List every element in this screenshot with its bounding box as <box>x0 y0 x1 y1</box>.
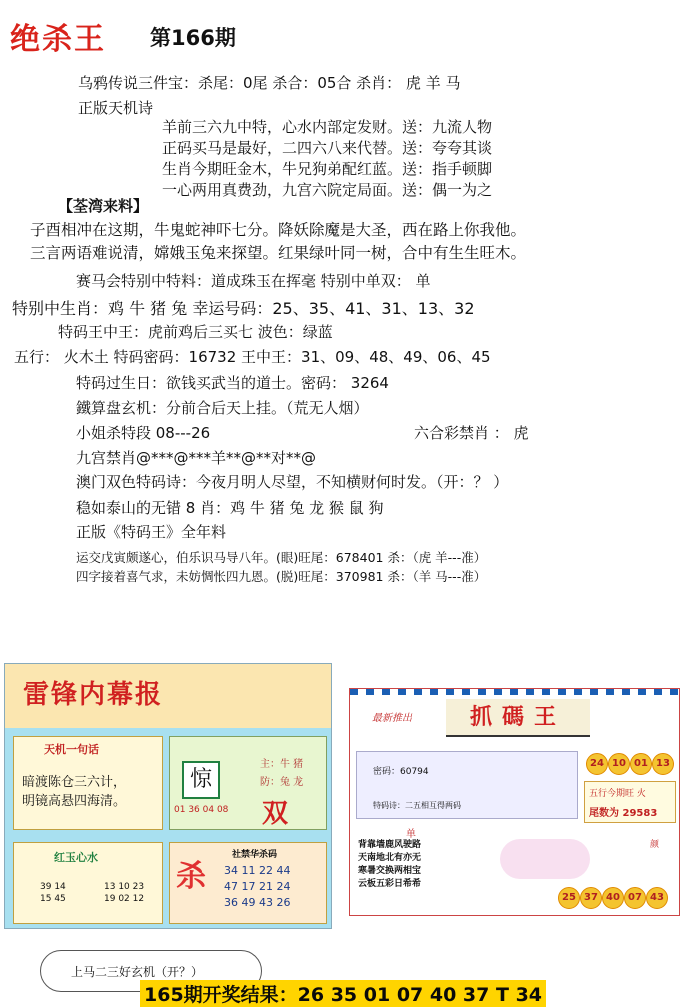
line-birthday: 特码过生日：欲钱买武当的道士。密码： 3264 <box>76 374 389 392</box>
ball-top: 01 <box>630 753 652 775</box>
line-poem-heading: 正版天机诗 <box>78 99 154 117</box>
source-label: 【荃湾来料】 <box>58 197 149 215</box>
ball-bottom: 40 <box>602 887 624 909</box>
zhu-text: 主：牛 猪 <box>260 759 304 770</box>
poem-block <box>162 117 492 201</box>
board-line: 47 17 21 24 <box>224 880 291 893</box>
sky-box <box>13 736 163 830</box>
right-poem <box>358 839 448 891</box>
sky-label: 天机一句话 <box>44 743 99 756</box>
ball-top: 13 <box>652 753 674 775</box>
tail-line: 尾数为 29583 <box>589 808 658 819</box>
tm-label: 特码诗：二五相互得两码 <box>373 801 461 810</box>
line-horse: 赛马会特别中特料：道成珠玉在挥毫 特别中单双： 单 <box>76 272 431 290</box>
top-stripe <box>350 689 679 695</box>
code-box <box>356 751 578 819</box>
heart-label: 红玉心水 <box>54 851 98 864</box>
line-five: 五行： 火木土 特码密码：16732 王中王：31、09、48、49、06、45 <box>14 348 491 366</box>
right-poem-line: 背靠墙鹿风驶路 <box>358 840 422 850</box>
pig-illustration <box>500 839 590 879</box>
poem-line: 生肖今期旺金木，牛兄狗弟配红蓝。送：指手顿脚 <box>162 160 493 178</box>
nums-b <box>104 881 144 905</box>
verse-line: 子酉相冲在这期，牛鬼蛇神吓七分。降妖除魔是大圣，西在路上你我他。 <box>30 221 527 239</box>
heart-box <box>13 842 163 924</box>
code-label: 密码：60794 <box>373 767 429 777</box>
char-jing: 惊 <box>182 761 220 799</box>
ball-bottom: 37 <box>580 887 602 909</box>
draw-result: 165期开奖结果：26 35 01 07 40 37 T 34 <box>140 980 546 1007</box>
ball-bottom: 43 <box>646 887 668 909</box>
new-label: 最新推出 <box>372 713 412 724</box>
sky-text <box>22 773 126 811</box>
line-abacus: 鐵算盘玄机：分前合后天上挂。（荒无人烟） <box>76 399 369 417</box>
nums-b-line: 19 02 12 <box>104 894 145 904</box>
verse-line: 三言两语难说清，嫦娥玉兔来探望。红果绿叶同一树，合中有生生旺木。 <box>30 244 527 262</box>
ball-top: 24 <box>586 753 608 775</box>
char-shuang: 双 <box>262 799 289 829</box>
line-f2: 四字接着喜气求，未妨惆怅四九恩。(脱)旺尾：370981 杀：（羊 马---准） <box>76 569 487 584</box>
fortune-box <box>169 736 327 830</box>
page-title: 绝杀王 <box>10 22 106 57</box>
line-zodiac: 特别中生肖：鸡 牛 猪 兔 幸运号码：25、35、41、31、13、32 <box>12 299 475 318</box>
ball-bottom: 07 <box>624 887 646 909</box>
ball-bottom: 25 <box>558 887 580 909</box>
right-poem-line: 天南地北有亦无 <box>358 853 422 863</box>
line-crow: 乌鸦传说三件宝：杀尾：0尾 杀合：05合 杀肖： 虎 羊 马 <box>78 74 461 92</box>
kill-box <box>169 842 327 924</box>
line-miss: 小姐杀特段 08---26 <box>76 424 211 442</box>
five-tail-box <box>584 781 676 823</box>
five-line: 五行今期旺 火 <box>589 789 646 799</box>
cloud-text: 上马二三好玄机（开？） <box>71 965 204 979</box>
board-line: 34 11 22 44 <box>224 864 291 877</box>
line-f1: 运交戊寅颇遂心，伯乐识马导八年。(眼)旺尾：678401 杀：（虎 羊---准） <box>76 550 487 565</box>
line-six: 六合彩禁肖 ： 虎 <box>414 424 529 442</box>
codes-text: 01 36 04 08 <box>174 805 229 815</box>
verse-block <box>30 219 526 265</box>
line-taishan: 稳如泰山的无错 8 肖：鸡 牛 猪 兔 龙 猴 鼠 狗 <box>76 499 384 517</box>
ball-top: 10 <box>608 753 630 775</box>
sky-line: 暗渡陈仓三六计， <box>22 775 127 790</box>
color-label: 颜 <box>650 840 660 850</box>
left-panel-header <box>5 664 331 728</box>
line-full: 正版《特码王》全年料 <box>76 523 227 541</box>
right-poem-line: 云板五彩日希希 <box>358 879 422 889</box>
line-king: 特码王中王：虎前鸡后三买七 波色：绿蓝 <box>58 323 333 341</box>
nums-a <box>40 881 66 905</box>
fang-text: 防：兔 龙 <box>260 777 304 788</box>
left-newspaper-panel <box>4 663 332 929</box>
sky-line: 明镜高悬四海清。 <box>22 794 127 809</box>
issue-number: 第166期 <box>150 26 236 50</box>
nums-b-line: 13 10 23 <box>104 882 145 892</box>
dan-label: 单 <box>406 829 416 840</box>
line-nine: 九宫禁肖@***@***羊**@**对**@ <box>76 449 317 467</box>
kill-char: 杀 <box>176 859 206 894</box>
poem-line: 一心两用真费劲，九宫六院定局面。送：偶一为之 <box>162 181 493 199</box>
nums-a-line: 39 14 <box>40 882 66 892</box>
board-line: 36 49 43 26 <box>224 896 291 909</box>
line-macau: 澳门双色特码诗：今夜月明人尽望，不知横财何时发。（开：？ ） <box>76 473 509 491</box>
right-grabber-panel <box>349 688 680 916</box>
board-nums <box>224 863 290 911</box>
right-poem-line: 寒暑交换两相宝 <box>358 866 422 876</box>
left-panel-title: 雷锋内幕报 <box>23 680 164 710</box>
right-panel-title: 抓碼王 <box>446 699 590 737</box>
poem-line: 羊前三六九中特，心水内部定发财。送：九流人物 <box>162 118 493 136</box>
poem-line: 正码买马是最好，二四六八来代替。送：夸夸其谈 <box>162 139 493 157</box>
board-label: 社禁华杀码 <box>232 850 278 860</box>
nums-a-line: 15 45 <box>40 894 66 904</box>
